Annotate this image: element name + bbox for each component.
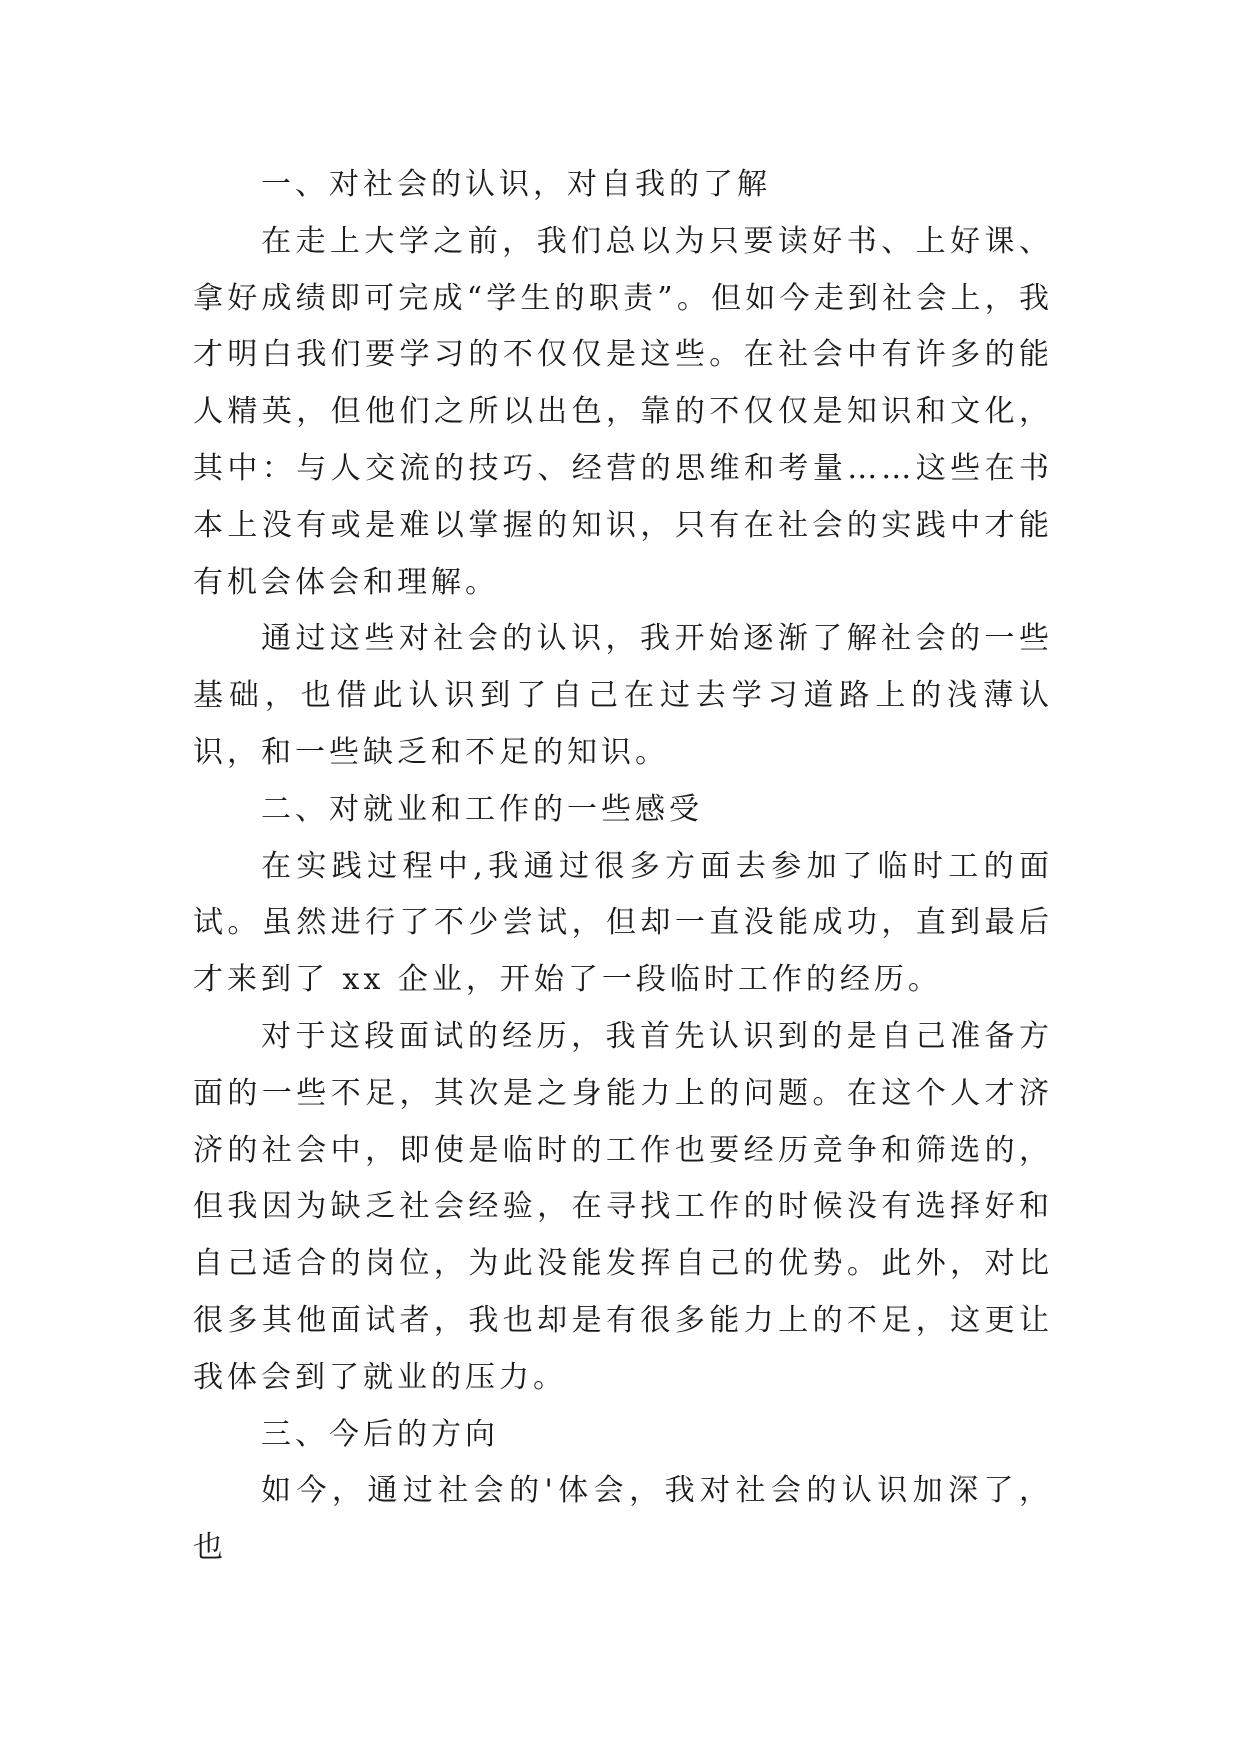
section-heading-2: 二、对就业和工作的一些感受	[261, 791, 703, 827]
paragraph-4: 对于这段面试的经历，我首先认识到的是自己准备方面的一些不足，其次是之身能力上的问题。在这个人才济济的社会中，即使是临时的工作也要经历竞争和筛选的，但我因为缺乏社会经验，在寻找工作的时候没有选择好和自己适合的岗位，为此没能发挥自己的优势。此外，对比很多其他面试者，我也却是有很多能力上的不足，这更让我体会到了就业的压力。	[193, 1018, 1053, 1395]
section-heading-1: 一、对社会的认识，对自我的了解	[261, 167, 771, 202]
section-heading-3: 三、今后的方向	[261, 1416, 499, 1452]
document-body	[193, 157, 1053, 1577]
paragraph-3: 在实践过程中,我通过很多方面去参加了临时工的面试。虽然进行了不少尝试，但却一直没能成功，直到最后才来到了 xx 企业，开始了一段临时工作的经历。	[193, 848, 1053, 998]
paragraph-5: 如今，通过社会的'体会，我对社会的认识加深了，也	[193, 1473, 1053, 1566]
paragraph-2: 通过这些对社会的认识，我开始逐渐了解社会的一些基础，也借此认识到了自己在过去学习道路上的浅薄认识，和一些缺乏和不足的知识。	[193, 621, 1053, 770]
paragraph-1: 在走上大学之前，我们总以为只要读好书、上好课、拿好成绩即可完成“学生的职责”。但如今走到社会上，我才明白我们要学习的不仅仅是这些。在社会中有许多的能人精英，但他们之所以出色，靠的不仅仅是知识和文化，其中：与人交流的技巧、经营的思维和考量……这些在书本上没有或是难以掌握的知识，只有在社会的实践中才能有机会体会和理解。	[193, 223, 1053, 600]
